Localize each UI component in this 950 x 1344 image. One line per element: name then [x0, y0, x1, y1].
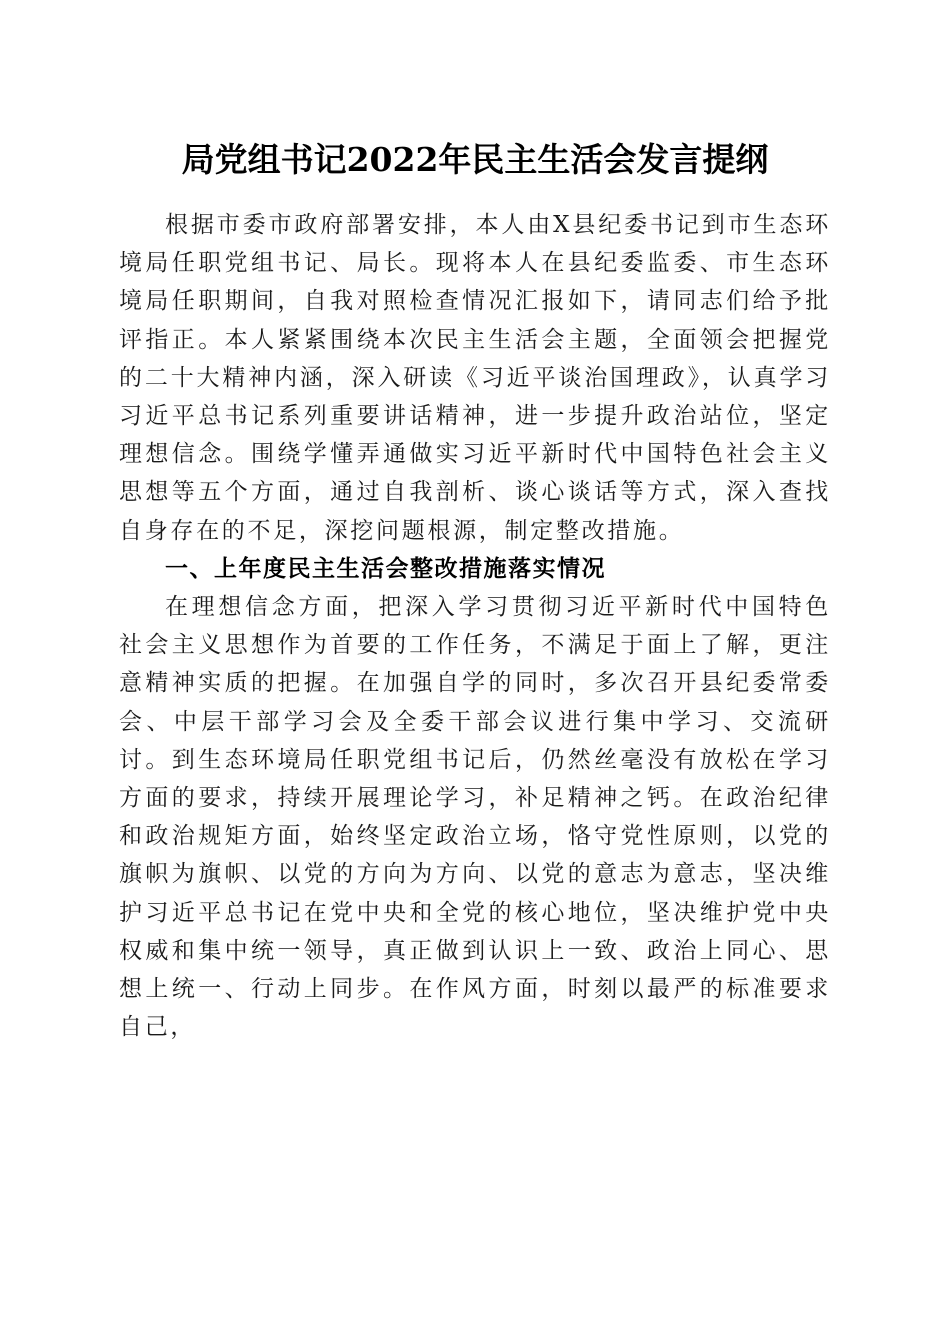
- section-paragraph: 在理想信念方面，把深入学习贯彻习近平新时代中国特色社会主义思想作为首要的工作任务，不满足于面上了解，更注意精神实质的把握。在加强自学的同时，多次召开县纪委常委会、中层干部学习会及全委干部会议进行集中学习、交流研讨。到生态环境局任职党组书记后，仍然丝毫没有放松在学习方面的要求，持续开展理论学习，补足精神之钙。在政治纪律和政治规矩方面，始终坚定政治立场，恪守党性原则，以党的旗帜为旗帜、以党的方向为方向、以党的意志为意志，坚决维护习近平总书记在党中央和全党的核心地位，坚决维护党中央权威和集中统一领导，真正做到认识上一致、政治上同心、思想上统一、行动上同步。在作风方面，时刻以最严的标准要求自己，: [119, 594, 831, 1041]
- section-heading: 一、上年度民主生活会整改措施落实情况: [165, 555, 606, 582]
- intro-paragraph: 根据市委市政府部署安排，本人由X县纪委书记到市生态环境局任职党组书记、局长。现将本人在县纪委监委、市生态环境局任职期间，自我对照检查情况汇报如下，请同志们给予批评指正。本人紧紧围绕本次民主生活会主题，全面领会把握党的二十大精神内涵，深入研读《习近平谈治国理政》，认真学习习近平总书记系列重要讲话精神，进一步提升政治站位，坚定理想信念。围绕学懂弄通做实习近平新时代中国特色社会主义思想等五个方面，通过自我剖析、谈心谈话等方式，深入查找自身存在的不足，深挖问题根源，制定整改措施。: [119, 212, 831, 544]
- document-body: [119, 206, 831, 1046]
- document-title: 局党组书记2022年民主生活会发言提纲: [181, 140, 769, 179]
